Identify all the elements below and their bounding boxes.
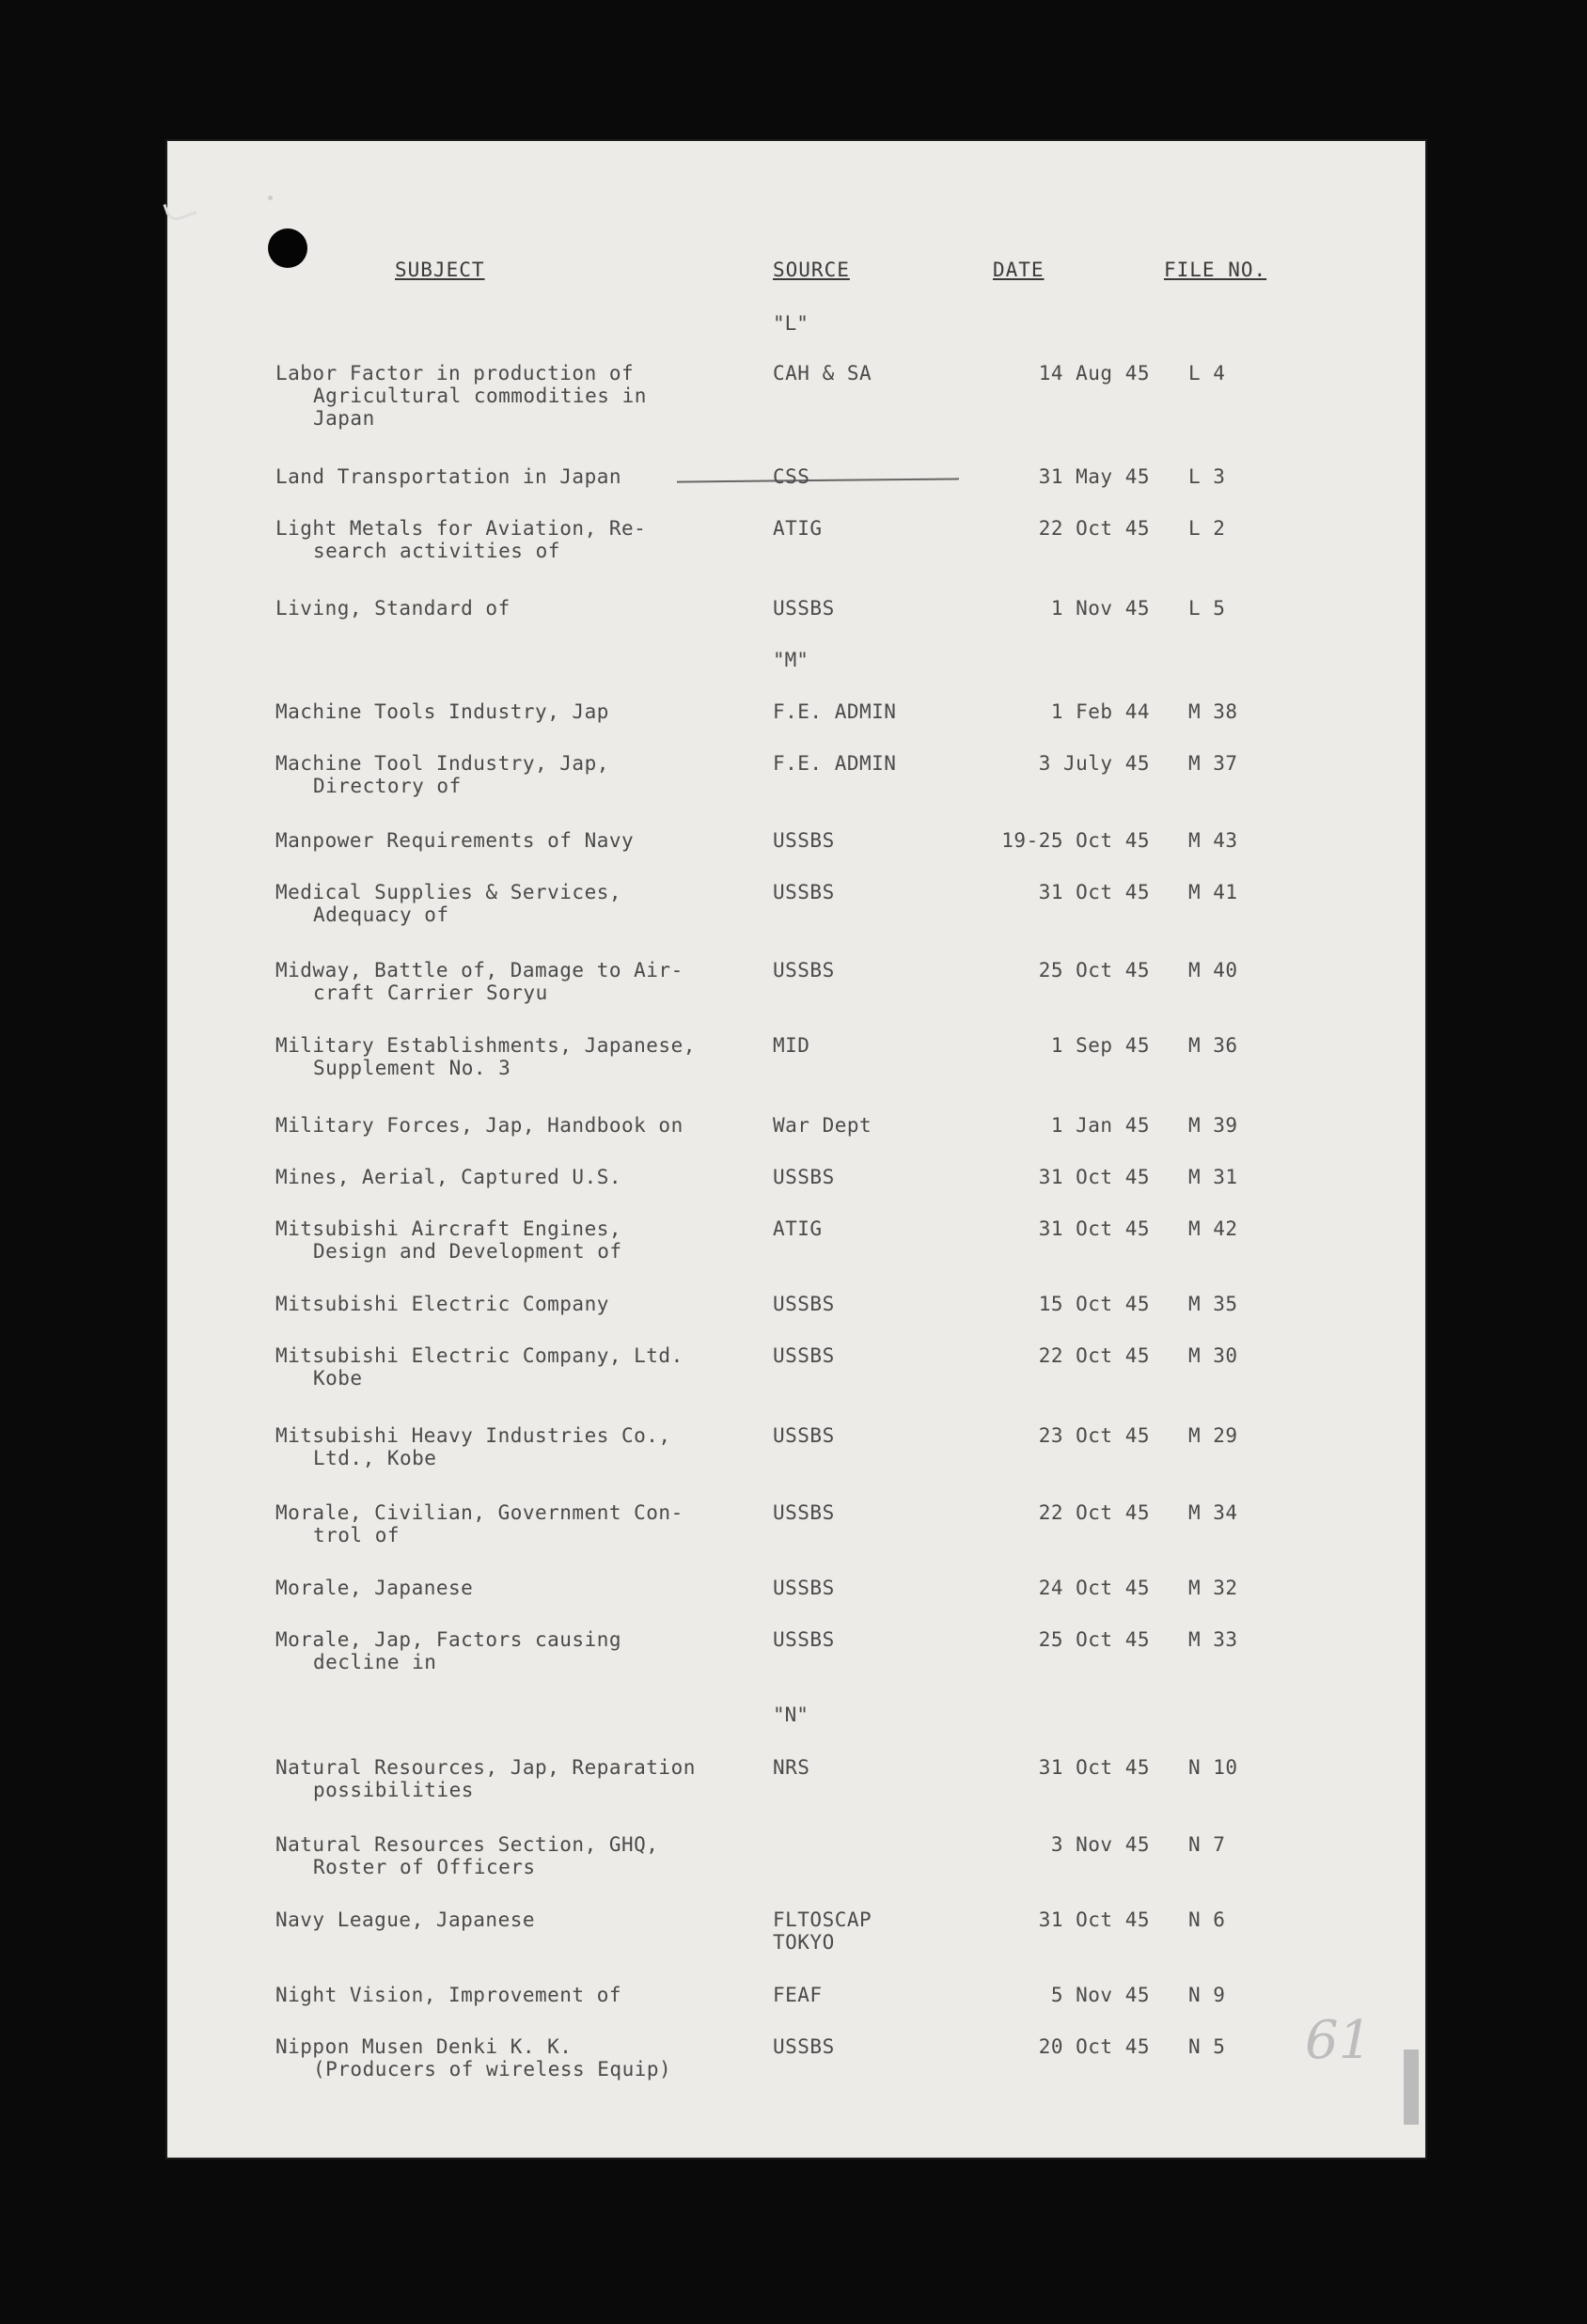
cell-subject <box>275 1034 746 1079</box>
cell-source <box>773 465 942 488</box>
subject-continuation: Supplement No. 3 <box>313 1057 511 1079</box>
cell-file-no: L 3 <box>1188 465 1226 488</box>
cell-subject <box>275 362 746 430</box>
subject-text: Nippon Musen Denki K. K. <box>275 2035 573 2058</box>
subject-continuation: Adequacy of <box>313 903 449 926</box>
subject-text: Mitsubishi Electric Company, Ltd. <box>275 1344 684 1367</box>
cell-file-no: N 9 <box>1188 1984 1226 2006</box>
cell-date: 31 Oct 45 <box>1038 1756 1150 1779</box>
cell-date: 31 May 45 <box>1038 465 1150 488</box>
cell-date: 25 Oct 45 <box>1038 959 1150 981</box>
subject-text: Military Establishments, Japanese, <box>275 1034 696 1057</box>
source-text: CAH & SA <box>773 362 872 385</box>
cell-source <box>773 829 942 852</box>
header-file-no: FILE NO. <box>1164 259 1267 281</box>
cell-file-no: M 32 <box>1188 1577 1238 1599</box>
cell-subject <box>275 1344 746 1390</box>
cell-source <box>773 1577 942 1599</box>
cell-file-no: N 5 <box>1188 2035 1226 2058</box>
cell-file-no: M 41 <box>1188 881 1238 903</box>
cell-file-no: N 10 <box>1188 1756 1238 1779</box>
source-text: USSBS <box>773 1501 835 1524</box>
cell-date: 1 Feb 44 <box>1050 700 1150 723</box>
cell-subject <box>275 517 746 562</box>
cell-subject <box>275 597 746 620</box>
source-text: MID <box>773 1034 810 1057</box>
subject-text: Mitsubishi Aircraft Engines, <box>275 1217 622 1240</box>
cell-date: 5 Nov 45 <box>1050 1984 1150 2006</box>
cell-date: 15 Oct 45 <box>1038 1293 1150 1315</box>
cell-source <box>773 752 942 775</box>
cell-source <box>773 1984 942 2006</box>
cell-source <box>773 1424 942 1447</box>
cell-subject <box>275 1501 746 1547</box>
source-text: USSBS <box>773 1293 835 1315</box>
subject-text: Labor Factor in production of <box>275 362 635 385</box>
cell-file-no: M 40 <box>1188 959 1238 981</box>
subject-continuation: Design and Development of <box>313 1240 622 1263</box>
cell-file-no: M 34 <box>1188 1501 1238 1524</box>
subject-continuation: possibilities <box>313 1779 474 1801</box>
column-header-row <box>0 259 1587 296</box>
cell-subject <box>275 752 746 797</box>
subject-text: Living, Standard of <box>275 597 511 620</box>
section-label-l: "L" <box>773 312 809 335</box>
cell-subject <box>275 959 746 1004</box>
subject-continuation: (Producers of wireless Equip) <box>313 2058 672 2081</box>
subject-text: Morale, Civilian, Government Con- <box>275 1501 684 1524</box>
subject-text: Mitsubishi Electric Company <box>275 1293 609 1315</box>
cell-subject <box>275 1217 746 1263</box>
source-text: USSBS <box>773 829 835 852</box>
cell-subject <box>275 1756 746 1801</box>
subject-text: Navy League, Japanese <box>275 1908 536 1931</box>
source-text: USSBS <box>773 1628 835 1651</box>
cell-file-no: N 7 <box>1188 1833 1226 1856</box>
source-text: USSBS <box>773 1424 835 1447</box>
cell-source <box>773 1166 942 1188</box>
cell-source <box>773 1293 942 1315</box>
page-edge-tab <box>1404 2049 1419 2125</box>
cell-source <box>773 881 942 903</box>
cell-date: 1 Nov 45 <box>1050 597 1150 620</box>
cell-source <box>773 2035 942 2058</box>
subject-text: Machine Tool Industry, Jap, <box>275 752 609 775</box>
handwritten-mark: 61 <box>1305 2010 1373 2071</box>
subject-text: Morale, Japanese <box>275 1577 474 1599</box>
header-source: SOURCE <box>773 259 850 281</box>
cell-date: 22 Oct 45 <box>1038 1344 1150 1367</box>
source-text: ATIG <box>773 517 823 540</box>
source-text: NRS <box>773 1756 810 1779</box>
cell-file-no: M 35 <box>1188 1293 1238 1315</box>
cell-subject <box>275 465 746 488</box>
source-text: USSBS <box>773 881 835 903</box>
source-text: CSS <box>773 465 810 488</box>
cell-source <box>773 517 942 540</box>
subject-text: Medical Supplies & Services, <box>275 881 622 903</box>
cell-source <box>773 362 942 385</box>
subject-continuation: trol of <box>313 1524 401 1547</box>
source-text: FLTOSCAP <box>773 1908 872 1931</box>
source-text: USSBS <box>773 597 835 620</box>
source-text: ATIG <box>773 1217 823 1240</box>
cell-subject <box>275 881 746 926</box>
cell-source <box>773 1114 942 1137</box>
cell-file-no: M 38 <box>1188 700 1238 723</box>
source-text: USSBS <box>773 1344 835 1367</box>
subject-text: Midway, Battle of, Damage to Air- <box>275 959 684 981</box>
source-text: USSBS <box>773 1577 835 1599</box>
cell-source <box>773 1756 942 1779</box>
subject-continuation: Agricultural commodities in <box>313 385 647 407</box>
header-date: DATE <box>993 259 1045 281</box>
cell-date: 14 Aug 45 <box>1038 362 1150 385</box>
cell-date: 1 Jan 45 <box>1050 1114 1150 1137</box>
cell-file-no: M 33 <box>1188 1628 1238 1651</box>
cell-subject <box>275 1166 746 1188</box>
subject-continuation: search activities of <box>313 540 560 562</box>
source-text: War Dept <box>773 1114 872 1137</box>
cell-source <box>773 959 942 981</box>
subject-text: Night Vision, Improvement of <box>275 1984 622 2006</box>
cell-source <box>773 597 942 620</box>
cell-source <box>773 700 942 723</box>
subject-continuation: decline in <box>313 1651 437 1673</box>
cell-subject <box>275 1833 746 1878</box>
cell-date: 22 Oct 45 <box>1038 517 1150 540</box>
cell-file-no: M 39 <box>1188 1114 1238 1137</box>
cell-date: 31 Oct 45 <box>1038 1217 1150 1240</box>
cell-date: 31 Oct 45 <box>1038 1908 1150 1931</box>
header-subject: SUBJECT <box>395 259 485 281</box>
cell-file-no: L 2 <box>1188 517 1226 540</box>
cell-date: 3 Nov 45 <box>1050 1833 1150 1856</box>
subject-continuation: Roster of Officers <box>313 1856 536 1878</box>
cell-subject <box>275 700 746 723</box>
cell-subject <box>275 1424 746 1469</box>
cell-date: 31 Oct 45 <box>1038 881 1150 903</box>
source-text: USSBS <box>773 1166 835 1188</box>
cell-date: 22 Oct 45 <box>1038 1501 1150 1524</box>
cell-file-no: M 30 <box>1188 1344 1238 1367</box>
cell-source <box>773 1034 942 1057</box>
subject-text: Natural Resources Section, GHQ, <box>275 1833 659 1856</box>
cell-file-no: M 36 <box>1188 1034 1238 1057</box>
subject-text: Light Metals for Aviation, Re- <box>275 517 647 540</box>
cell-file-no: M 42 <box>1188 1217 1238 1240</box>
subject-continuation: Japan <box>313 407 375 430</box>
cell-file-no: M 29 <box>1188 1424 1238 1447</box>
section-label-n: "N" <box>773 1704 809 1726</box>
source-text-line2: TOKYO <box>773 1931 835 1954</box>
cell-date: 20 Oct 45 <box>1038 2035 1150 2058</box>
subject-text: Machine Tools Industry, Jap <box>275 700 609 723</box>
subject-text: Morale, Jap, Factors causing <box>275 1628 622 1651</box>
subject-text: Natural Resources, Jap, Reparation <box>275 1756 696 1779</box>
cell-subject <box>275 2035 746 2081</box>
cell-subject <box>275 1984 746 2006</box>
cell-subject <box>275 1293 746 1315</box>
cell-subject <box>275 1114 746 1137</box>
subject-continuation: Directory of <box>313 775 462 797</box>
cell-date: 23 Oct 45 <box>1038 1424 1150 1447</box>
cell-subject <box>275 1577 746 1599</box>
cell-file-no: N 6 <box>1188 1908 1226 1931</box>
cell-date: 3 July 45 <box>1038 752 1150 775</box>
cell-date: 24 Oct 45 <box>1038 1577 1150 1599</box>
subject-text: Land Transportation in Japan <box>275 465 622 488</box>
subject-continuation: Ltd., Kobe <box>313 1447 437 1469</box>
cell-file-no: M 31 <box>1188 1166 1238 1188</box>
subject-continuation: craft Carrier Soryu <box>313 981 548 1004</box>
subject-text: Manpower Requirements of Navy <box>275 829 635 852</box>
subject-text: Military Forces, Jap, Handbook on <box>275 1114 684 1137</box>
cell-subject <box>275 1908 746 1931</box>
cell-date: 25 Oct 45 <box>1038 1628 1150 1651</box>
cell-date: 1 Sep 45 <box>1050 1034 1150 1057</box>
cell-file-no: M 43 <box>1188 829 1238 852</box>
cell-source <box>773 1628 942 1651</box>
cell-date: 19-25 Oct 45 <box>1001 829 1150 852</box>
source-text: USSBS <box>773 2035 835 2058</box>
cell-date: 31 Oct 45 <box>1038 1166 1150 1188</box>
cell-source <box>773 1501 942 1524</box>
cell-file-no: L 5 <box>1188 597 1226 620</box>
source-text: F.E. ADMIN <box>773 700 897 723</box>
subject-text: Mines, Aerial, Captured U.S. <box>275 1166 622 1188</box>
cell-subject <box>275 1628 746 1673</box>
cell-subject <box>275 829 746 852</box>
source-text: F.E. ADMIN <box>773 752 897 775</box>
cell-file-no: M 37 <box>1188 752 1238 775</box>
cell-source <box>773 1908 942 1954</box>
scan-speck <box>268 196 273 200</box>
cell-source <box>773 1344 942 1367</box>
section-label-m: "M" <box>773 649 809 671</box>
source-text: FEAF <box>773 1984 823 2006</box>
subject-text: Mitsubishi Heavy Industries Co., <box>275 1424 671 1447</box>
subject-continuation: Kobe <box>313 1367 363 1390</box>
cell-file-no: L 4 <box>1188 362 1226 385</box>
source-text: USSBS <box>773 959 835 981</box>
cell-source <box>773 1217 942 1240</box>
